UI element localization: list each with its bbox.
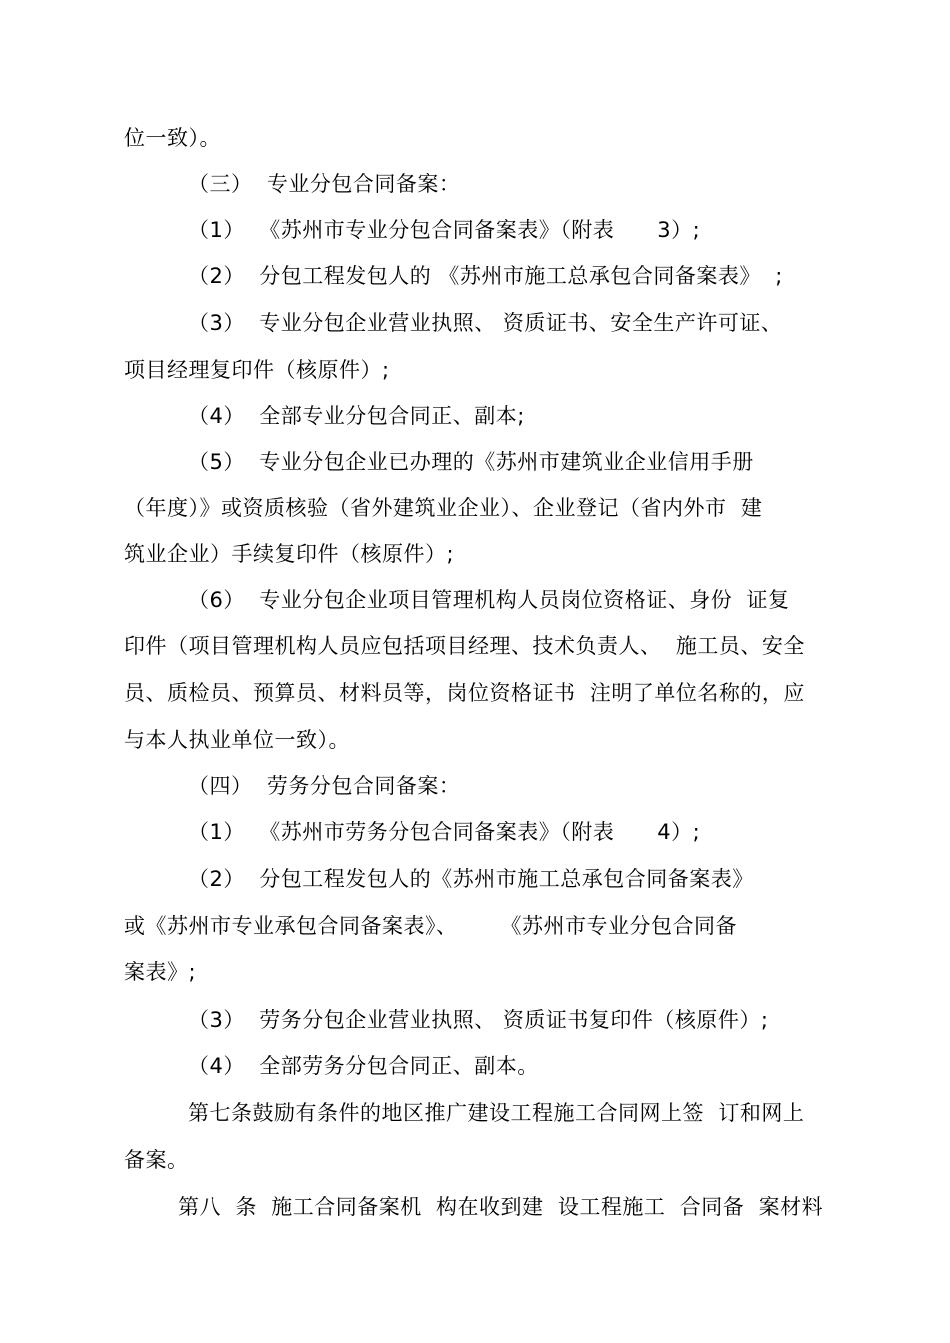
text-line: 备案。 — [124, 1148, 189, 1172]
text-line: 与本人执业单位一致）。 — [124, 728, 350, 752]
text-line: 印件（项目管理机构人员应包括项目经理、技术负责人、 施工员、安全 — [124, 634, 805, 658]
list-item: （4） 全部专业分包合同正、副本; — [188, 404, 525, 428]
article-paragraph: 第八 条 施工合同备案机 构在收到建 设工程施工 合同备 案材料 — [178, 1195, 824, 1219]
list-item: （6） 专业分包企业项目管理机构人员岗位资格证、身份 证复 — [188, 588, 790, 612]
text-line: 项目经理复印件（核原件）; — [124, 358, 390, 382]
text-line: 案表》; — [124, 960, 197, 984]
text-line: 或《苏州市专业承包合同备案表》、 《苏州市专业分包合同备 — [124, 914, 738, 938]
list-item: （1） 《苏州市劳务分包合同备案表》（附表 4）; — [188, 820, 701, 844]
list-item: （3） 专业分包企业营业执照、 资质证书、安全生产许可证、 — [188, 311, 783, 335]
text-line: 筑业企业）手续复印件（核原件）; — [124, 542, 455, 566]
text-line: （年度）》或资质核验（省外建筑业企业）、企业登记（省内外市 建 — [124, 496, 763, 520]
list-item: （5） 专业分包企业已办理的《苏州市建筑业企业信用手册 — [188, 450, 754, 474]
text-line: 位一致）。 — [124, 126, 221, 150]
list-item: （4） 全部劳务分包合同正、副本。 — [188, 1054, 539, 1078]
article-paragraph: 第七条鼓励有条件的地区推广建设工程施工合同网上签 订和网上 — [188, 1101, 805, 1125]
text-line: 员、质检员、预算员、材料员等，岗位资格证书 注明了单位名称的，应 — [124, 681, 805, 705]
list-item: （2） 分包工程发包人的 《苏州市施工总承包合同备案表》 ; — [188, 264, 783, 288]
list-item: （3） 劳务分包企业营业执照、 资质证书复印件（核原件）; — [188, 1008, 769, 1032]
list-item: （2） 分包工程发包人的《苏州市施工总承包合同备案表》 — [188, 867, 754, 891]
section-heading: （三） 专业分包合同备案： — [188, 172, 461, 196]
list-item: （1） 《苏州市专业分包合同备案表》（附表 3）; — [188, 218, 701, 242]
section-heading: （四） 劳务分包合同备案： — [188, 774, 461, 798]
